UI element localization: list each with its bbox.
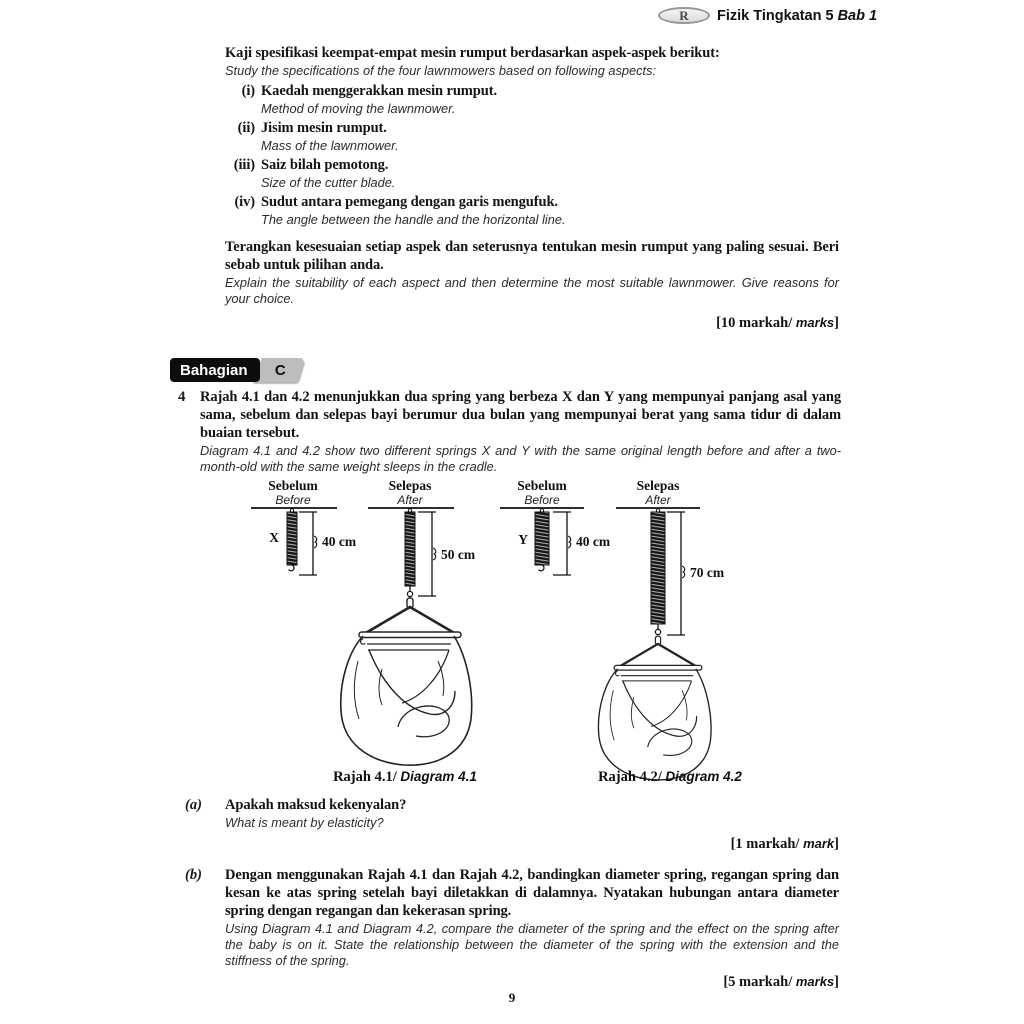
after-label-en: After: [645, 493, 671, 507]
question-number: 4: [178, 389, 186, 405]
cradle-illustration: [341, 598, 472, 765]
marks-italic: mark: [803, 836, 835, 852]
after-label-ms: Selepas: [388, 478, 432, 493]
marks-suffix: ]: [834, 314, 839, 331]
spring-ring: [407, 591, 412, 596]
measure-text: 70 cm: [690, 565, 725, 580]
part-b-text-ms: Dengan menggunakan Rajah 4.1 dan Rajah 4.2, bandingkan diameter spring, regangan spring dan kesan ke atas spring setelah bayi diletakkan di dalamnya. Nyatakan hubungan antara diameter spring dengan regangan dan kekerasan spring.: [225, 867, 839, 920]
aspect-number: (ii): [237, 120, 255, 137]
section-badge-label: Bahagian: [170, 358, 260, 382]
page-header: [658, 7, 877, 24]
cradle-illustration: [598, 636, 711, 780]
section-badge-letter: C: [251, 358, 304, 382]
intro-text-en: Study the specifications of the four lawnmowers based on following aspects:: [225, 62, 657, 78]
part-b: [185, 867, 839, 991]
page-number: 9: [508, 990, 516, 1005]
question-4: [178, 389, 841, 475]
caption-en: Diagram 4.1: [400, 769, 477, 784]
marks-suffix: ]: [834, 836, 839, 853]
spring-y-before: [535, 512, 549, 565]
q4-text-en: Diagram 4.1 and 4.2 show two different springs X and Y with the same original length before and after a two-month-old with the same weight sleeps in the cradle.: [200, 442, 841, 475]
marks-italic: marks: [795, 974, 835, 990]
part-a-text-en: What is meant by elasticity?: [225, 814, 384, 830]
marks-prefix: [1 markah/: [730, 836, 804, 853]
brace-pointer: [314, 536, 317, 548]
publisher-logo-icon: R: [658, 7, 710, 24]
question-parts: [185, 797, 839, 991]
aspect-item-i: [221, 83, 839, 117]
closing-text-en: Explain the suitability of each aspect and then determine the most suitable lawnmower. Give reasons for your choice.: [225, 275, 839, 307]
spring-diagram: [235, 478, 795, 790]
header-subject: Fizik Tingkatan 5: [717, 7, 834, 24]
measure-line-70cm: [667, 512, 685, 635]
before-label-en: Before: [524, 493, 560, 507]
caption-diagram-41: [290, 769, 520, 786]
caption-diagram-42: [555, 769, 785, 786]
marks-prefix: [10 markah/: [716, 314, 796, 331]
marks-line-10: [225, 315, 839, 332]
aspect-item-iv: [221, 194, 839, 228]
part-a: [185, 797, 839, 853]
diagram42-after: [598, 478, 724, 780]
after-label-en: After: [397, 493, 423, 507]
before-label-ms: Sebelum: [268, 478, 318, 493]
diagram41-before: [251, 478, 357, 575]
marks-line-1: [225, 836, 839, 853]
diagram42-before: [500, 478, 611, 575]
aspect-text-ms: Jisim mesin rumput.: [261, 120, 387, 137]
brace-pointer: [568, 536, 571, 548]
diagram41-after: [341, 478, 476, 765]
measure-line-40cm: [299, 512, 317, 575]
marks-suffix: ]: [834, 974, 839, 991]
q4-text-ms: Rajah 4.1 dan 4.2 menunjukkan dua spring yang berbeza X dan Y yang mempunyai panjang asal yang sama, sebelum dan selepas bayi berumur dua bulan yang mempunyai berat yang sama tidur di dalam buaian tersebut.: [200, 389, 841, 441]
measure-text: 50 cm: [441, 547, 476, 562]
header-title: [717, 8, 877, 24]
aspect-number: (i): [241, 83, 255, 100]
part-a-text-ms: Apakah maksud kekenyalan?: [225, 797, 407, 813]
closing-instruction: [225, 239, 839, 331]
aspect-text-ms: Sudut antara pemegang dengan garis mengufuk.: [261, 194, 558, 211]
aspect-item-ii: [221, 120, 839, 154]
measure-text: 40 cm: [322, 534, 357, 549]
spring-x-after: [405, 512, 415, 586]
before-label-ms: Sebelum: [517, 478, 567, 493]
spring-bottom-hook: [289, 565, 294, 571]
marks-prefix: [5 markah/: [723, 974, 796, 991]
spring-x-label: X: [269, 530, 279, 545]
spring-x-before: [287, 512, 297, 565]
brace-pointer: [433, 548, 436, 560]
aspect-text-ms: Saiz bilah pemotong.: [261, 157, 389, 174]
measure-text: 40 cm: [576, 534, 611, 549]
intro-text-ms: Kaji spesifikasi keempat-empat mesin rumput berdasarkan aspek-aspek berikut:: [225, 45, 720, 61]
aspect-list: [225, 83, 839, 228]
aspect-number: (iii): [233, 157, 255, 174]
measure-line-40cm: [553, 512, 571, 575]
section-badge: [170, 358, 300, 382]
brace-pointer: [682, 566, 685, 578]
part-label: (a): [185, 797, 202, 813]
marks-italic: marks: [795, 314, 835, 330]
aspect-item-iii: [221, 157, 839, 191]
aspect-text-en: Method of moving the lawnmower.: [261, 101, 456, 117]
after-label-ms: Selepas: [636, 478, 680, 493]
caption-ms: Rajah 4.2/: [598, 769, 662, 785]
aspect-text-en: The angle between the handle and the horizontal line.: [261, 212, 566, 228]
caption-ms: Rajah 4.1/: [333, 769, 397, 785]
marks-line-5: [225, 974, 839, 991]
part-b-text-en: Using Diagram 4.1 and Diagram 4.2, compare the diameter of the spring and the effect on the spring after the baby is on it. State the relationship between the diameter of the spring with the extension and the stiffness of the spring.: [225, 920, 839, 969]
caption-en: Diagram 4.2: [665, 769, 742, 784]
spring-y-label: Y: [518, 532, 528, 547]
part-label: (b): [185, 867, 202, 884]
question-intro-block: [225, 45, 839, 332]
spring-ring: [655, 629, 660, 634]
closing-text-ms: Terangkan kesesuaian setiap aspek dan seterusnya tentukan mesin rumput yang paling sesuai. Beri sebab untuk pilihan anda.: [225, 239, 839, 274]
aspect-text-ms: Kaedah menggerakkan mesin rumput.: [261, 83, 497, 100]
before-label-en: Before: [275, 493, 311, 507]
spring-y-after: [651, 512, 665, 624]
aspect-number: (iv): [234, 194, 255, 211]
aspect-text-en: Size of the cutter blade.: [261, 175, 396, 191]
spring-bottom-hook: [539, 565, 544, 571]
header-chapter: Bab 1: [837, 7, 878, 24]
aspect-text-en: Mass of the lawnmower.: [261, 138, 399, 154]
